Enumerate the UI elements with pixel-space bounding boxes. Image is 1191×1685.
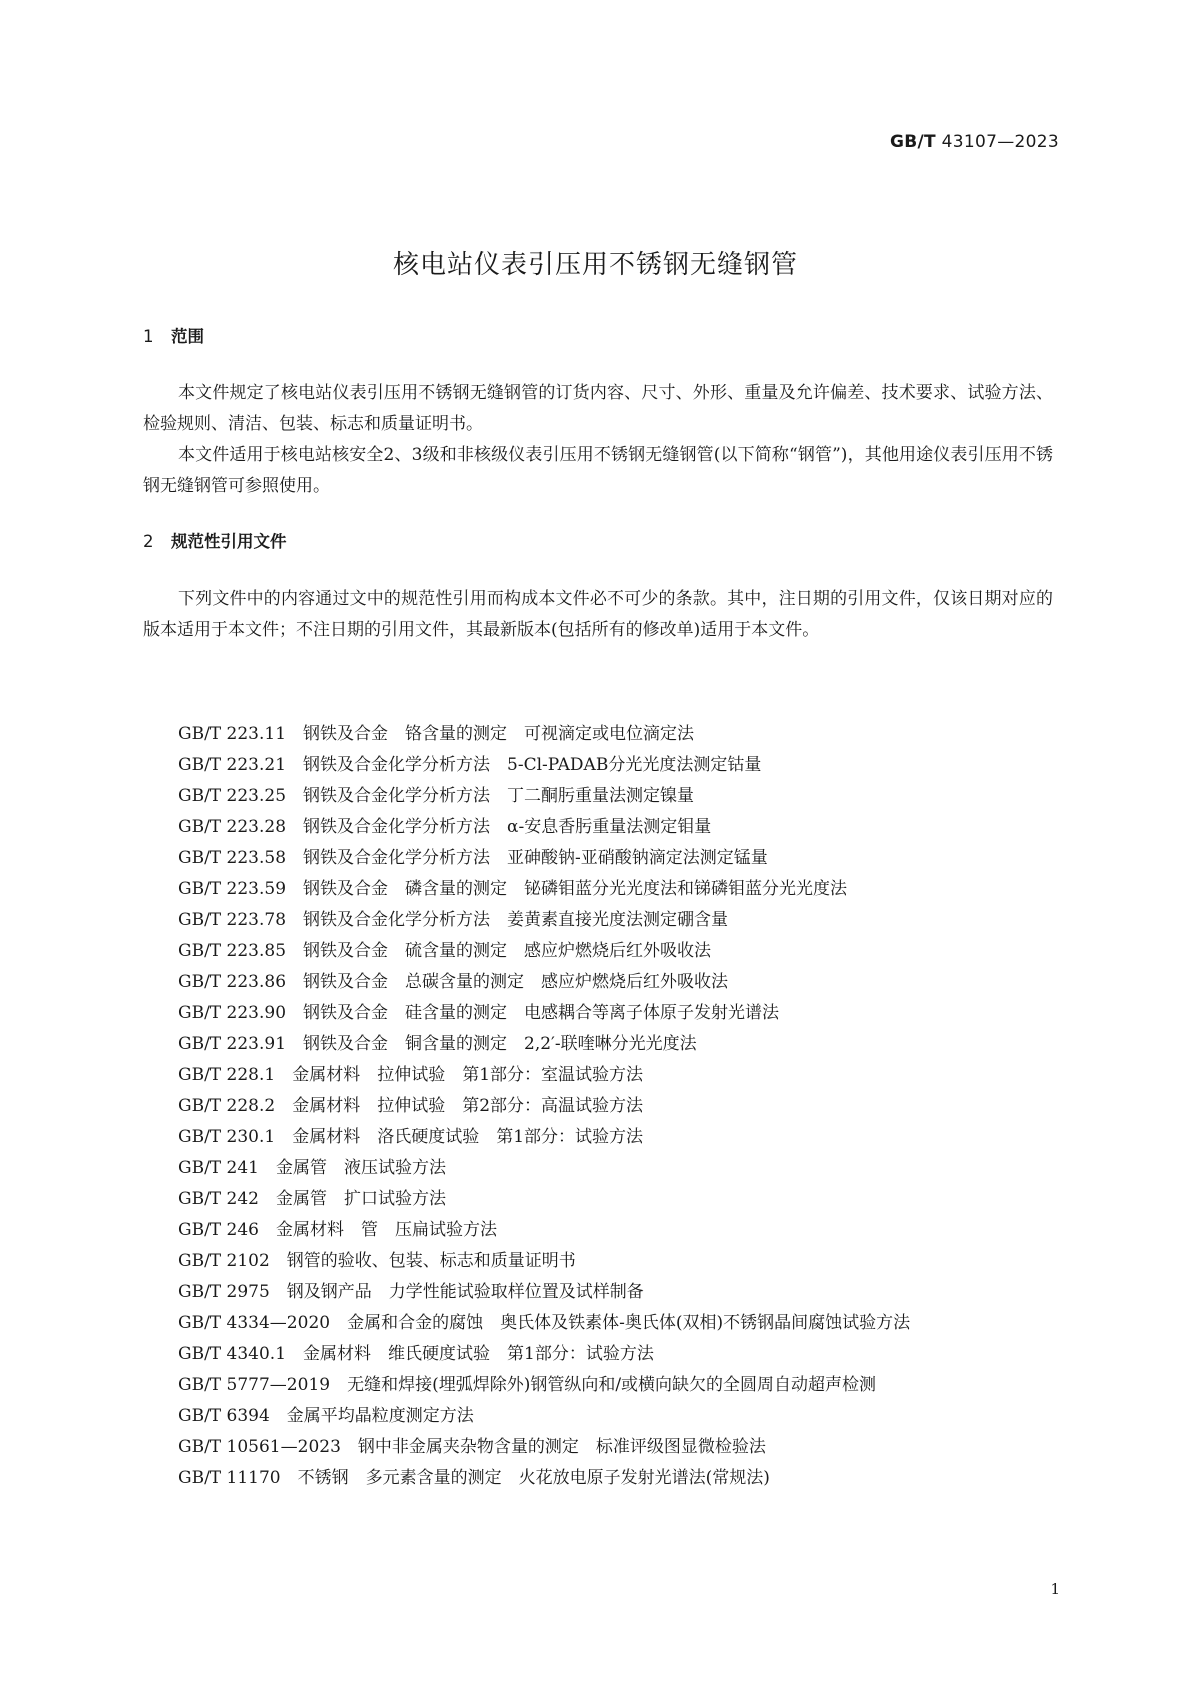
reference-list [143,719,1053,1494]
reference-item: GB/T 223.85 钢铁及合金 硫含量的测定 感应炉燃烧后红外吸收法 [178,941,712,961]
reference-item: GB/T 223.11 钢铁及合金 铬含量的测定 可视滴定或电位滴定法 [178,724,695,744]
reference-item: GB/T 5777—2019 无缝和焊接(埋弧焊除外)钢管纵向和/或横向缺欠的全圆周自动超声检测 [178,1375,877,1395]
section-1-paragraph-2: 本文件适用于核电站核安全2、3级和非核级仪表引压用不锈钢无缝钢管(以下简称“钢管”)，其他用途仪表引压用不锈钢无缝钢管可参照使用。 [143,445,1053,496]
reference-item: GB/T 223.91 钢铁及合金 铜含量的测定 2,2′-联喹啉分光光度法 [178,1034,697,1054]
reference-item: GB/T 228.2 金属材料 拉伸试验 第2部分：高温试验方法 [178,1096,644,1116]
reference-item [143,1308,1053,1339]
section-1-heading [143,323,204,347]
page-number: 1 [1050,1580,1060,1598]
reference-item: GB/T 223.86 钢铁及合金 总碳含量的测定 感应炉燃烧后红外吸收法 [178,972,729,992]
reference-item: GB/T 223.78 钢铁及合金化学分析方法 姜黄素直接光度法测定硼含量 [178,910,729,930]
section-2-title: 规范性引用文件 [171,532,287,551]
reference-item: GB/T 223.28 钢铁及合金化学分析方法 α-安息香肟重量法测定钼量 [178,817,712,837]
section-2-heading [143,528,287,552]
reference-item: GB/T 223.25 钢铁及合金化学分析方法 丁二酮肟重量法测定镍量 [178,786,695,806]
reference-item: GB/T 241 金属管 液压试验方法 [178,1158,446,1178]
reference-item: GB/T 2102 钢管的验收、包装、标志和质量证明书 [178,1251,576,1271]
section-1-paragraph-1: 本文件规定了核电站仪表引压用不锈钢无缝钢管的订货内容、尺寸、外形、重量及允许偏差、技术要求、试验方法、检验规则、清洁、包装、标志和质量证明书。 [143,383,1053,434]
reference-item: GB/T 4340.1 金属材料 维氏硬度试验 第1部分：试验方法 [178,1344,654,1364]
reference-item: GB/T 242 金属管 扩口试验方法 [178,1189,446,1209]
section-2-number: 2 [143,532,154,551]
reference-item: GB/T 223.90 钢铁及合金 硅含量的测定 电感耦合等离子体原子发射光谱法 [178,1003,780,1023]
reference-item: GB/T 228.1 金属材料 拉伸试验 第1部分：室温试验方法 [178,1065,644,1085]
reference-item: GB/T 2975 钢及钢产品 力学性能试验取样位置及试样制备 [178,1282,644,1302]
reference-item: GB/T 223.58 钢铁及合金化学分析方法 亚砷酸钠-亚硝酸钠滴定法测定锰量 [178,848,768,868]
section-2-intro: 下列文件中的内容通过文中的规范性引用而构成本文件必不可少的条款。其中，注日期的引用文件，仅该日期对应的版本适用于本文件；不注日期的引用文件，其最新版本(包括所有的修改单)适用于本文件。 [143,589,1053,640]
document-code-prefix: GB/T [890,132,936,152]
reference-item: GB/T 246 金属材料 管 压扁试验方法 [178,1220,497,1240]
reference-item: GB/T 223.21 钢铁及合金化学分析方法 5-Cl-PADAB分光光度法测定钴量 [178,755,762,775]
reference-item: GB/T 230.1 金属材料 洛氏硬度试验 第1部分：试验方法 [178,1127,644,1147]
reference-item: GB/T 10561—2023 钢中非金属夹杂物含量的测定 标准评级图显微检验法 [178,1437,766,1457]
section-1-number: 1 [143,327,154,346]
document-code [890,132,1059,152]
reference-item-text: GB/T 4334—2020 金属和合金的腐蚀 奥氏体及铁素体-奥氏体(双相)不锈钢晶间腐蚀试验方法 [178,1313,911,1333]
reference-item: GB/T 11170 不锈钢 多元素含量的测定 火花放电原子发射光谱法(常规法) [178,1468,770,1488]
document-title: 核电站仪表引压用不锈钢无缝钢管 [392,250,798,280]
reference-item: GB/T 6394 金属平均晶粒度测定方法 [178,1406,474,1426]
document-code-number: 43107—2023 [941,132,1059,152]
reference-item: GB/T 223.59 钢铁及合金 磷含量的测定 铋磷钼蓝分光光度法和锑磷钼蓝分光光度法 [178,879,848,899]
section-1-title: 范围 [171,327,204,346]
